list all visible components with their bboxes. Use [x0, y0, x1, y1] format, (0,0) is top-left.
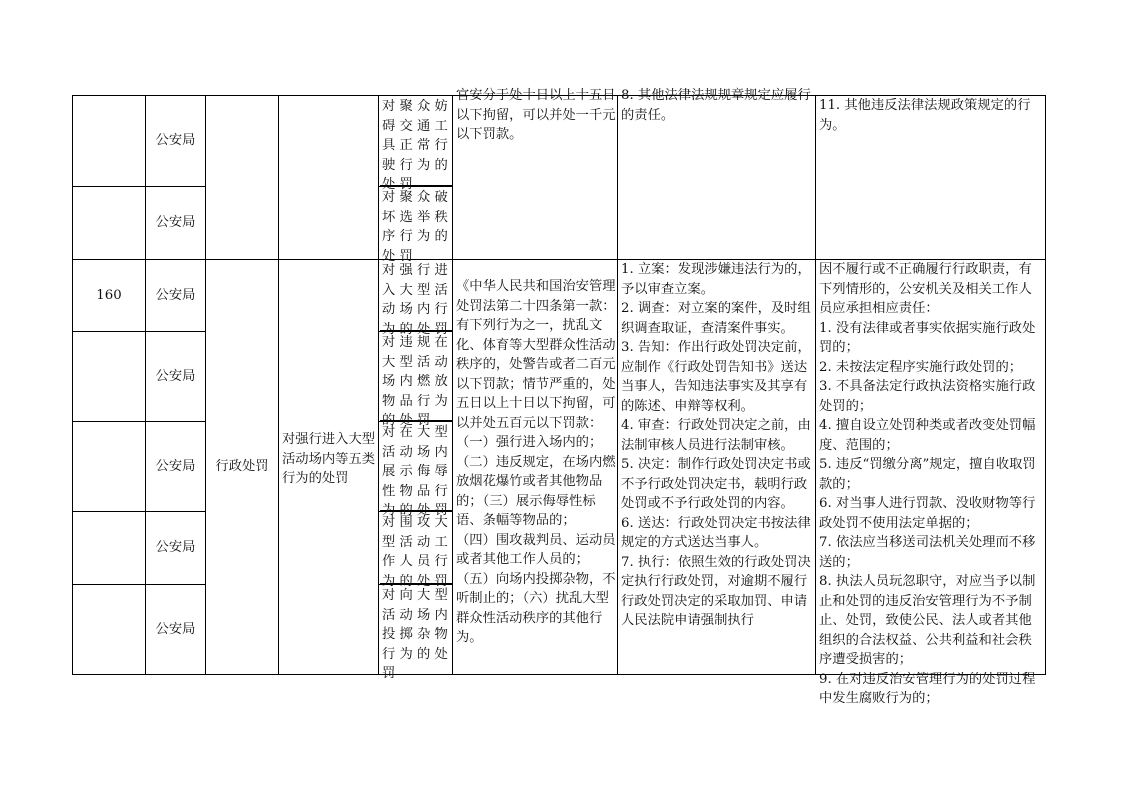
grid-line	[72, 95, 73, 675]
sub-item-cell: 对强行进入大型活动场内行为的处罚	[382, 263, 452, 337]
dept-cell: 公安局	[155, 133, 196, 149]
sub-item-cell: 对违规在大型活动场内燃放物品行为的处罚	[382, 335, 452, 428]
process-cell: 1. 立案：发现涉嫌违法行为的，予以审查立案。 2. 调查：对立案的案件，及时组织调查取证，查清案件事实。 3. 告知：作出行政处罚决定前，应制作《行政处罚告知书》送达当事人，告知违法事实及其享有的陈述、申辩等权利。 4. 审查：行政处罚决定之前，由法制审核人员进行法制审核。 5. 决定：制作行政处罚决定书或不予行政处罚决定书，载明行政处罚或不予行政处罚的内容。 6. 送达：行政处罚决定书按法律规定的方式送达当事人。 7. 执行：依照生效的行政处罚决定执行行政处罚，对逾期不履行行政处罚决定的采取加罚、申请人民法院申请强制执行	[621, 262, 811, 628]
item-name-cell: 对强行进入大型活动场内等五类行为的处罚	[282, 432, 376, 486]
grid-line	[72, 186, 146, 187]
penalty-type-cell: 行政处罚	[215, 459, 269, 475]
grid-line	[617, 95, 618, 675]
grid-line	[278, 95, 279, 675]
liability-continuation: 11. 其他违反法律法规政策规定的行为。	[819, 98, 1031, 133]
grid-line	[452, 95, 453, 675]
grid-line	[815, 95, 816, 675]
liability-cell: 因不履行或不正确履行行政职责，有下列情形的，公安机关及相关工作人员应承担相应责任： 1. 没有法律或者事实依据实施行政处罚的； 2. 未按法定程序实施行政处罚的； 3. 不具备法定行政执法资格实施行政处罚的； 4. 擅自设立处罚种类或者改变处罚幅度、范围的； 5. 违反“罚缴分离”规定，擅自收取罚款的； 6. 对当事人进行罚款、没收财物等行政处罚不使用法定单据的； 7. 依法应当移送司法机关处理而不移送的； 8. 执法人员玩忽职守，对应当予以制止和处罚的违反治安管理行为不予制止、处罚，致使公民、法人或者其他组织的合法权益、公共利益和社会秩序遭受损害的； 9. 在对违反治安管理行为的处罚过程中发生腐败行为的；	[819, 262, 1036, 706]
grid-line	[1045, 95, 1046, 675]
sub-item-cell: 对在大型活动场内展示侮辱性物品行为的处罚	[382, 425, 452, 518]
dept-cell: 公安局	[155, 621, 196, 637]
dept-cell: 公安局	[155, 368, 196, 384]
dept-cell: 公安局	[155, 540, 196, 556]
sub-item-cell: 对聚众妨碍交通工具正常行驶行为的处罚	[382, 99, 452, 192]
dept-cell: 公安局	[155, 287, 196, 303]
legal-basis-cell: 《中华人民共和国治安管理处罚法第二十四条第一款：有下列行为之一，扰乱文化、体育等大型群众性活动秩序的，处警告或者二百元以下罚款；情节严重的，处五日以上十日以下拘留，可以并处五百元以下罚款： （一）强行进入场内的； （二）违反规定，在场内燃放烟花爆竹或者其他物品的；（三）展示侮辱性标语、条幅等物品的； （四）围攻裁判员、运动员或者其他工作人员的； （五）向场内投掷杂物，不听制止的；（六）扰乱大型群众性活动秩序的其他行为。	[456, 279, 616, 645]
row-number: 160	[96, 287, 122, 303]
basis-continuation: 官安分于处十日以上十五日以下拘留，可以并处一千元以下罚款。	[456, 88, 616, 142]
dept-cell: 公安局	[155, 215, 196, 231]
process-continuation: 8. 其他法律法规规章规定应履行的责任。	[621, 88, 811, 123]
grid-line	[378, 95, 379, 675]
sub-item-cell: 对围攻大型活动工作人员行为的处罚	[382, 515, 452, 589]
sub-item-cell: 对向大型活动场内投掷杂物行为的处罚	[382, 588, 452, 681]
dept-cell: 公安局	[155, 458, 196, 474]
sub-item-cell: 对聚众破坏选举秩序行为的处罚	[382, 190, 452, 264]
